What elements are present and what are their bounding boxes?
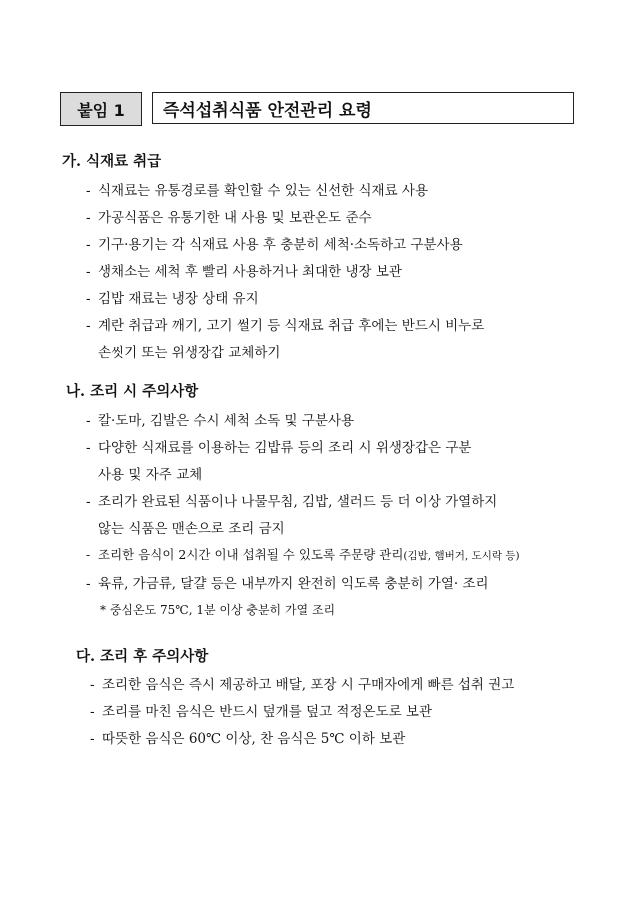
footnote: * 중심온도 75℃, 1분 이상 충분히 가열 조리 (100, 603, 336, 617)
list-item: - 가공식품은 유통기한 내 사용 및 보관온도 준수 (86, 210, 372, 226)
header (60, 92, 574, 126)
list-item: - 다양한 식재료를 이용하는 김밥류 등의 조리 시 위생장갑은 구분 (86, 440, 472, 456)
list-item: - 조리가 완료된 식품이나 나물무침, 김밥, 샐러드 등 더 이상 가열하지 (86, 494, 498, 510)
list-item: - 식재료는 유통경로를 확인할 수 있는 신선한 식재료 사용 (86, 183, 428, 199)
list-item: - 조리한 음식이 2시간 이내 섭취될 수 있도록 주문량 관리(김밥, 햄버거, 도시락 등) (86, 547, 520, 562)
list-item: - 칼·도마, 김발은 수시 세척 소독 및 구분사용 (86, 413, 355, 429)
attachment-badge: 붙임 1 (60, 92, 142, 126)
list-item-continuation: 손씻기 또는 위생장갑 교체하기 (98, 345, 281, 361)
list-item: - 육류, 가금류, 달걀 등은 내부까지 완전히 익도록 충분히 가열· 조리 (86, 576, 489, 592)
list-item: - 계란 취급과 깨기, 고기 썰기 등 식재료 취급 후에는 반드시 비누로 (86, 318, 485, 334)
list-item-continuation: 사용 및 자주 교체 (98, 467, 203, 483)
section-heading-cooking: 나. 조리 시 주의사항 (66, 383, 199, 400)
list-item: - 따뜻한 음식은 60℃ 이상, 찬 음식은 5℃ 이하 보관 (90, 731, 406, 747)
section-heading-after-cooking: 다. 조리 후 주의사항 (76, 648, 209, 665)
document-title: 즉석섭취식품 안전관리 요령 (152, 92, 574, 124)
list-item-continuation: 않는 식품은 맨손으로 조리 금지 (98, 521, 285, 537)
list-item: - 생채소는 세척 후 빨리 사용하거나 최대한 냉장 보관 (86, 264, 402, 280)
list-item: - 기구·용기는 각 식재료 사용 후 충분히 세척·소독하고 구분사용 (86, 237, 463, 253)
list-item: - 조리를 마친 음식은 반드시 덮개를 덮고 적정온도로 보관 (90, 704, 432, 720)
list-item: - 김밥 재료는 냉장 상태 유지 (86, 291, 259, 307)
section-heading-ingredients: 가. 식재료 취급 (62, 153, 162, 170)
list-item: - 조리한 음식은 즉시 제공하고 배달, 포장 시 구매자에게 빠른 섭취 권고 (90, 677, 515, 693)
